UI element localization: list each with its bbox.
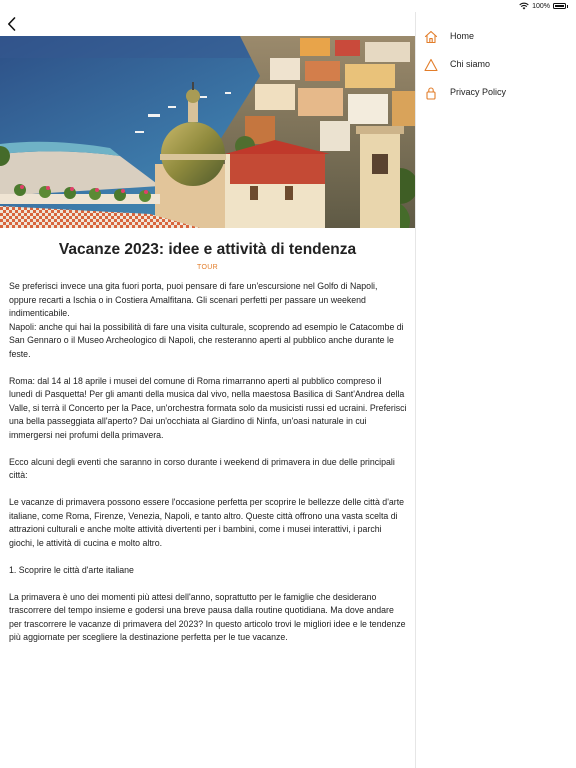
menu-item-label: Home — [450, 31, 475, 41]
warning-triangle-icon — [424, 58, 438, 72]
article-paragraph: La primavera è uno dei momenti più attesi dell'anno, soprattutto per le famiglie che desiderano trascorrere del tempo insieme e godersi una breve pausa dalla routine quotidiana. Ma dove andare per trascorrere le vacanze di primavera del 2023? In questo articolo trovi le migliori idee e le tendenze più aggiornate per scegliere la destinazione perfetta per le tue vacanze. — [9, 591, 406, 642]
lock-icon — [424, 86, 438, 100]
menu-item-label: Privacy Policy — [450, 87, 507, 97]
status-indicators — [519, 2, 568, 10]
category-tag[interactable]: TOUR — [197, 264, 218, 271]
side-menu — [415, 12, 576, 768]
article-paragraph: Le vacanze di primavera possono essere l'occasione perfetta per scoprire le bellezze delle città d'arte italiane, come Roma, Firenze, Venezia, Napoli, e tanto altro. Queste città offrono una vasta scelta di attrazioni culturali e anche molte attività divertenti per i bambini, come i musei interattivi, i parchi giochi, le attività di cucina e molto altro. — [9, 497, 405, 548]
back-button[interactable] — [3, 14, 19, 34]
hero-image — [0, 36, 415, 228]
chevron-left-icon — [7, 17, 16, 31]
menu-item-privacy-policy[interactable] — [416, 83, 576, 103]
home-icon — [424, 30, 438, 44]
menu-item-label: Chi siamo — [450, 59, 491, 69]
article-paragraph: Ecco alcuni degli eventi che saranno in corso durante i weekend di primavera in due delle principali città: — [9, 456, 395, 480]
article-title: Vacanze 2023: idee e attività di tendenza — [58, 241, 357, 258]
article-body — [9, 280, 407, 658]
battery-icon — [553, 3, 566, 9]
battery-percent: 100% — [532, 2, 550, 10]
menu-item-home[interactable] — [416, 27, 576, 47]
article-paragraph: Se preferisci invece una gita fuori porta, puoi pensare di fare un'escursione nel Golfo di Napoli, oppure recarti a Ischia o in Costiera Amalfitana. Gli scenari perfetti per passare un weekend indimenticabile. Napoli: anche qui hai la possibilità di fare una visita culturale, scoprendo ad esempio le Catacombe di San Gennaro o il Museo Archeologico di Napoli, che resteranno aperti al pubblico anche durante le feste. — [9, 281, 404, 359]
coastal-village-photo — [0, 36, 415, 228]
wifi-icon — [519, 2, 529, 10]
article-paragraph: 1. Scoprire le città d'arte italiane — [9, 564, 134, 575]
menu-item-chi-siamo[interactable] — [416, 55, 576, 75]
article-paragraph: Roma: dal 14 al 18 aprile i musei del comune di Roma rimarranno aperti al pubblico compreso il lunedì di Pasquetta! Per gli amanti della musica dal vivo, nella maestosa Basilica di Sant'Andrea della Valle, si terrà il Concerto per la Pace, un'orchestra formata solo da musicisti russi ed ucraini. Preferisci una bella passeggiata all'aperto? Dai un'occhiata al Giardino di Ninfa, un'oasi naturale in cui immergersi nei profumi della primavera. — [9, 375, 407, 440]
